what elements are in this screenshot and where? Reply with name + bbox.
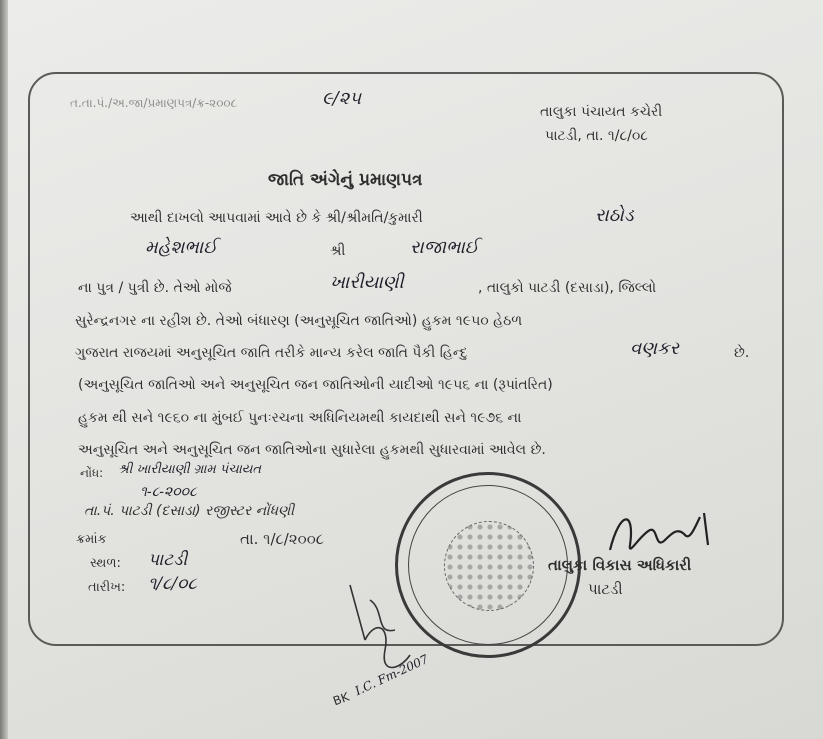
line7: હુકમ થી સને ૧૯૬૦ ના મુંબઈ પુનઃરચના અધિનિયમથી કાયદાથી સને ૧૯૭૬ ના [78, 410, 522, 426]
kramank-date: તા. ૧/૮/૨૦૦૮ [240, 530, 324, 548]
page-edge [0, 0, 8, 739]
place-label: સ્થળ: [90, 556, 121, 571]
note-hand: શ્રી ખારીયાણી ગ્રામ પંચાયત [118, 462, 262, 477]
line5-a: ગુજરાત રાજયમાં અનુસૂચિત જાતિ તરીકે માન્ય કરેલ જાતિ પૈકી હિન્દુ [75, 345, 468, 361]
date-label: તારીખ: [88, 580, 126, 595]
reference-number: ત.તા.પં./અ.જા/પ્રમાણપત્ર/ક્ર-૨૦૦૮ [70, 96, 238, 110]
line4: સુરેન્દ્રનગર ના રહીશ છે. તેઓ બંધારણ (અનુસૂચિત જાતિઓ) હુકમ ૧૯૫૦ હેઠળ [75, 313, 523, 329]
office-name: તાલુકા પંચાયત કચેરી [540, 104, 663, 120]
stamp-note: I.C. Fm-2007 [352, 651, 431, 699]
kramank-label: ક્રમાંક [76, 532, 107, 547]
seal-emblem [444, 521, 534, 611]
line8: અનુસૂચિત અને અનુસૂચિત જન જાતિઓના સુધારેલા હુકમથી સુધારવામાં આવેલ છે. [78, 442, 546, 458]
first-name-hand: મહેશભાઈ [145, 237, 218, 258]
note-date-hand: ૧-૮-૨૦૦૮ [140, 484, 197, 500]
father-name-hand: રાજાભાઈ [410, 237, 479, 258]
caste-hand: વણકર [630, 338, 679, 359]
office-place-date: પાટડી, તા. ૧/૮/૦૮ [545, 128, 648, 144]
line3-b: , તાલુકો પાટડી (દસાડા), જિલ્લો [478, 280, 657, 296]
line2-print: શ્રી [330, 243, 346, 259]
stamp-note-2: BK [331, 689, 352, 709]
signatory-title: તાલુકા વિકાસ અધિકારી [548, 556, 692, 574]
surname-hand: રાઠોડ [595, 205, 634, 226]
certificate-title: જાતિ અંગેનું પ્રમાણપત્ર [268, 170, 423, 190]
village-hand: ખારીયાણી [330, 272, 404, 293]
place-hand: પાટડી [148, 550, 188, 570]
line1-print: આથી દાખલો આપવામાં આવે છે કે શ્રી/શ્રીમતિ/કુમારી [130, 210, 423, 226]
note-label: નોંધ: [80, 466, 104, 480]
register-line: તા.પં. પાટડી (દસાડા) રજીસ્ટર નોંધણી [84, 503, 295, 519]
line5-b: છે. [734, 345, 750, 361]
signatory-place: પાટડી [588, 580, 623, 598]
line6: (અનુસૂચિત જાતિઓ અને અનુસૂચિત જન જાતિઓની યાદીઓ ૧૯૫૬ ના (રૂપાંતરિત) [78, 377, 553, 393]
date-hand: ૧/૮/૦૮ [148, 574, 197, 594]
line3-a: ના પુત્ર / પુત્રી છે. તેઓ મોજે [78, 280, 232, 296]
reference-handwritten: ૯/૨૫ [322, 88, 362, 109]
